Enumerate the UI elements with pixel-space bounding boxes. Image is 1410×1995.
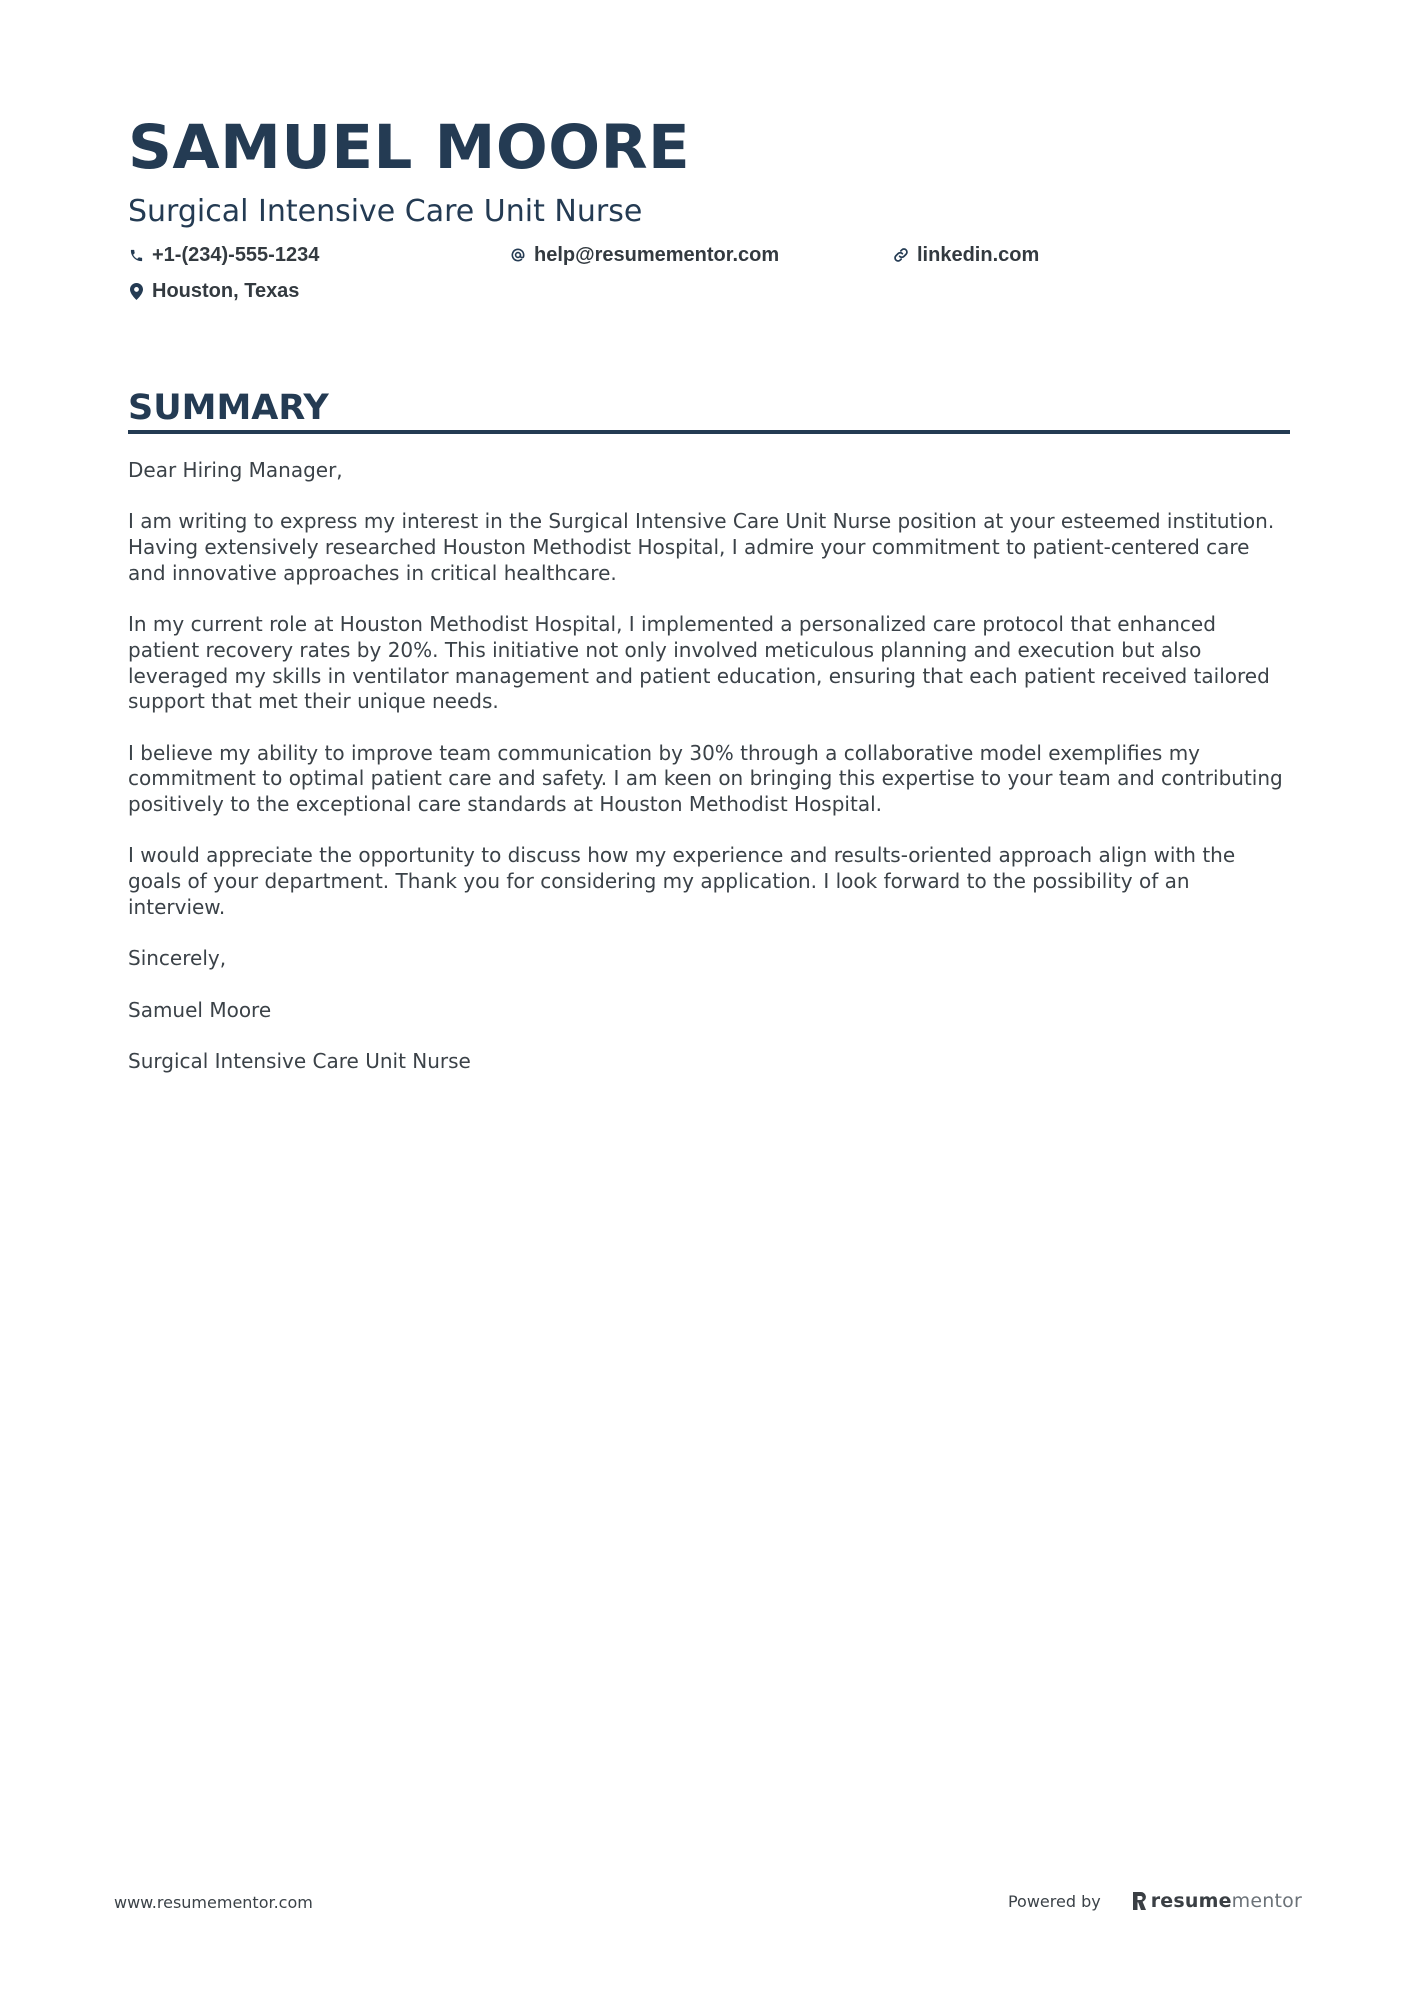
brand-mark-icon xyxy=(1131,1891,1147,1911)
contact-info xyxy=(128,240,1290,306)
resume-header xyxy=(128,112,1290,306)
candidate-name: SAMUEL MOORE xyxy=(128,112,691,183)
location-text: Houston, Texas xyxy=(152,279,300,302)
phone-text: +1-(234)-555-1234 xyxy=(152,243,320,266)
letter-body xyxy=(128,458,1290,1075)
closing: Sincerely, xyxy=(128,946,227,971)
letter-paragraph: I believe my ability to improve team communication by 30% through a collaborative model exemplifies my commitment to optimal patient care and safety. I am keen on bringing this expertise to your team and contributing positively to the exceptional care standards at Houston Methodist Hospital. xyxy=(128,740,1283,817)
section-divider xyxy=(128,430,1290,434)
link-text: linkedin.com xyxy=(917,243,1040,266)
letter-paragraph: I am writing to express my interest in the Surgical Intensive Care Unit Nurse position at your esteemed institution. Having extensively researched Houston Methodist Hospital, I admire your commitment to patient-centered care and innovative approaches in critical healthcare. xyxy=(128,509,1275,585)
email-text: help@resumementor.com xyxy=(534,243,780,266)
contact-phone xyxy=(128,240,510,270)
signature-name: Samuel Moore xyxy=(128,997,272,1022)
section-heading: SUMMARY xyxy=(128,388,329,428)
at-icon xyxy=(510,246,526,264)
contact-link xyxy=(893,240,1273,270)
contact-email xyxy=(510,240,893,270)
candidate-title: Surgical Intensive Care Unit Nurse xyxy=(128,194,643,229)
letter-paragraph: I would appreciate the opportunity to discuss how my experience and results-oriented approach align with the goals of your department. Thank you for considering my application. I look forward to the possibility of an interview. xyxy=(128,843,1236,919)
phone-icon xyxy=(128,246,144,264)
footer-branding xyxy=(1008,1890,1302,1912)
powered-by-label: Powered by xyxy=(1007,1891,1101,1911)
letter-paragraph: In my current role at Houston Methodist Hospital, I implemented a personalized care protocol that enhanced patient recovery rates by 20%. This initiative not only involved meticulous planning and execution but also leveraged my skills in ventilator management and patient education, ensuring that each patient received tailored support that met their unique needs. xyxy=(128,612,1270,714)
summary-section xyxy=(128,386,1290,1100)
brand-logo[interactable] xyxy=(1131,1890,1302,1912)
link-icon xyxy=(893,246,909,264)
signature-title: Surgical Intensive Care Unit Nurse xyxy=(128,1049,471,1074)
contact-location xyxy=(128,276,510,306)
location-pin-icon xyxy=(128,282,144,300)
brand-text-mentor: mentor xyxy=(1231,1890,1302,1912)
brand-text-resume: resume xyxy=(1150,1890,1232,1912)
salutation: Dear Hiring Manager, xyxy=(128,458,343,482)
footer-website[interactable]: www.resumementor.com xyxy=(114,1893,313,1912)
